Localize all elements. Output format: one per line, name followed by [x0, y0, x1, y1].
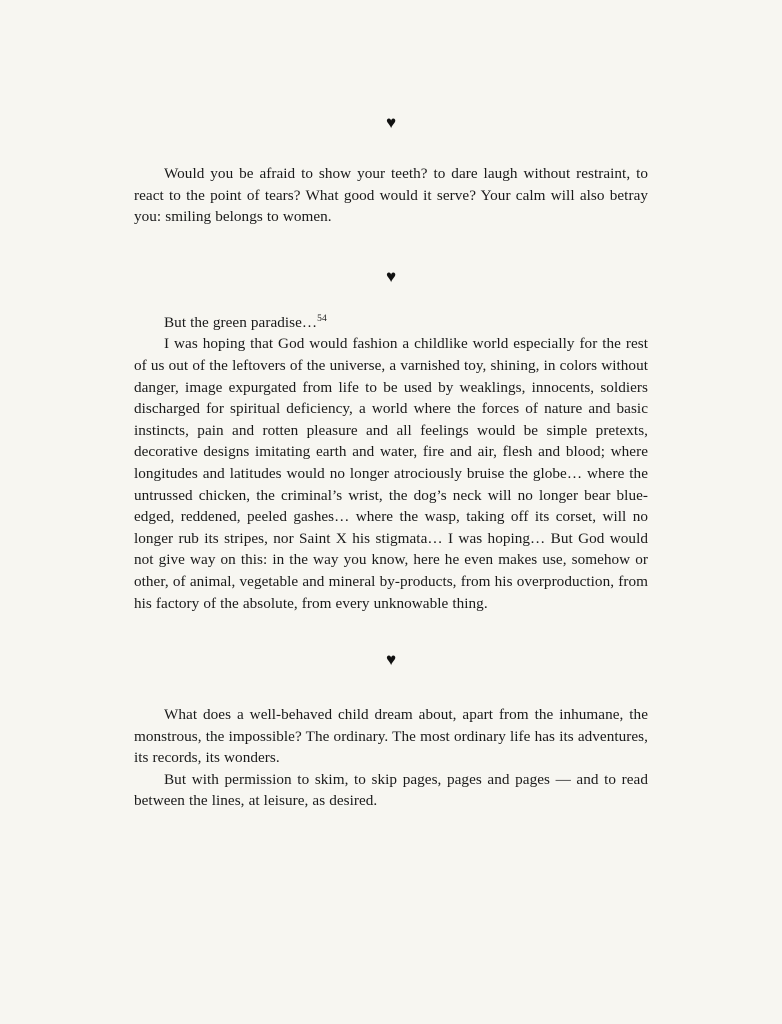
paragraph-text: But the green paradise… [164, 313, 318, 331]
section-3 [134, 704, 648, 812]
section-divider-3 [134, 651, 648, 668]
section-2 [134, 312, 648, 614]
paragraph: But with permission to skim, to skip pages, pages and pages — and to read between the lines, at leisure, as desired. [134, 770, 648, 810]
section-divider-1 [134, 114, 648, 131]
heart-ornament-icon: ♥ [385, 650, 397, 670]
section-1 [134, 163, 648, 228]
paragraph: Would you be afraid to show your teeth? to dare laugh without restraint, to react to the point of tears? What good would it serve? Your calm will also betray you: smiling belongs to women. [134, 165, 648, 226]
heart-ornament-icon: ♥ [385, 266, 397, 286]
paragraph-with-footnote [134, 312, 648, 334]
section-divider-2 [134, 268, 648, 285]
heart-ornament-icon: ♥ [385, 113, 397, 132]
paragraph: I was hoping that God would fashion a childlike world especially for the rest of us out of the leftovers of the universe, a varnished toy, shining, in colors without danger, image expurgated from life to be used by weaklings, innocents, soldiers discharged for spiritual deficiency, a world where the forces of nature and basic instincts, pain and rotten pleasure and all feelings would be simple pretexts, decorative designs imitating earth and water, fire and air, flesh and blood; where longitudes and latitudes would no longer atrociously bruise the globe… where the untrussed chicken, the criminal’s wrist, the dog’s neck will no longer bear blue-edged, reddened, peeled gashes… where the wasp, taking off its corset, will no longer rub its stripes, nor Saint X his stigmata… I was hoping… But God would not give way on this: in the way you know, here he even makes use, somehow or other, of animal, vegetable and mineral by-products, from his overproduction, from his factory of the absolute, from every unknowable thing. [134, 335, 648, 612]
paragraph: What does a well-behaved child dream about, apart from the inhumane, the monstrous, the impossible? The ordinary. The most ordinary life has its adventures, its records, its wonders. [134, 706, 648, 767]
footnote-marker[interactable]: 54 [317, 313, 327, 324]
page-content [134, 0, 648, 812]
